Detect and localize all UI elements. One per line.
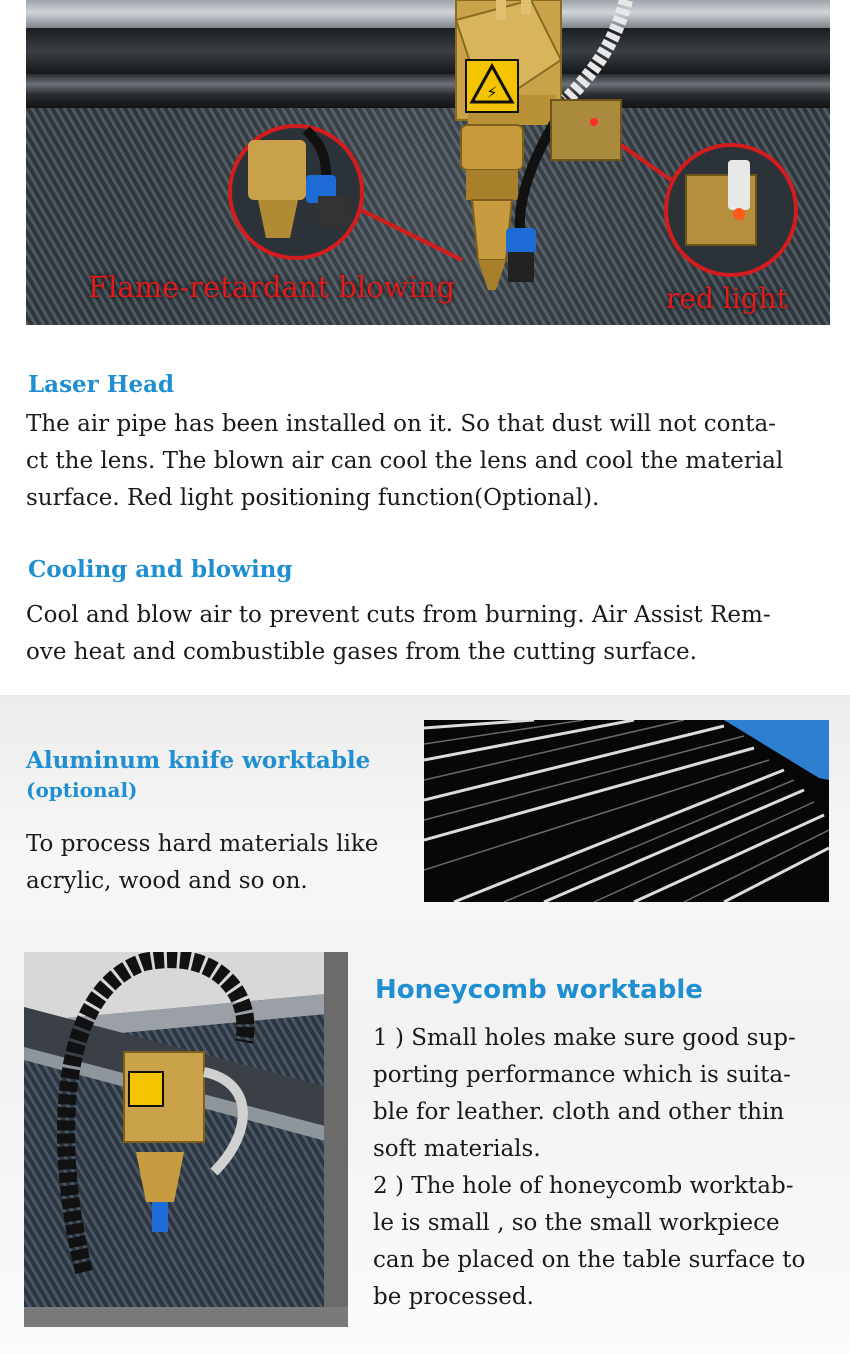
- laser-head-line: ct the lens. The blown air can cool the lens and cool the material: [26, 448, 784, 474]
- aluminum-subtitle: (optional): [26, 778, 138, 802]
- honeycomb-description: [373, 1020, 805, 1316]
- aluminum-line: acrylic, wood and so on.: [26, 868, 308, 894]
- label-flame-retardant-blowing: Flame-retardant blowing: [88, 270, 456, 304]
- laser-head-photo: [26, 0, 830, 325]
- honeycomb-photo: [24, 952, 348, 1327]
- laser-head-line: The air pipe has been installed on it. So that dust will not conta-: [26, 411, 777, 437]
- blade-illustration: [424, 720, 829, 902]
- honeycomb-line: soft materials.: [373, 1136, 541, 1162]
- honeycomb-line: be processed.: [373, 1284, 534, 1310]
- laser-head-title: Laser Head: [28, 371, 175, 398]
- blowing-zoom-circle: [230, 126, 362, 258]
- laser-head-line: surface. Red light positioning function(Optional).: [26, 485, 600, 511]
- red-light-zoom-circle: [666, 145, 796, 275]
- honeycomb-line: 2 ) The hole of honeycomb worktab-: [373, 1173, 794, 1199]
- aluminum-description: [26, 826, 378, 900]
- cooling-line: Cool and blow air to prevent cuts from burning. Air Assist Rem-: [26, 602, 771, 628]
- label-red-light: red light: [666, 282, 788, 315]
- aluminum-blade-photo: [424, 720, 829, 902]
- aluminum-line: To process hard materials like: [26, 831, 379, 857]
- laser-head-description: [26, 406, 783, 517]
- honeycomb-line: porting performance which is suita-: [373, 1062, 791, 1088]
- honeycomb-illustration: [24, 952, 348, 1327]
- aluminum-title: Aluminum knife worktable: [26, 747, 371, 774]
- honeycomb-line: le is small , so the small workpiece: [373, 1210, 780, 1236]
- cooling-title: Cooling and blowing: [28, 556, 293, 583]
- honeycomb-line: ble for leather. cloth and other thin: [373, 1099, 785, 1125]
- cooling-description: [26, 597, 771, 671]
- honeycomb-line: can be placed on the table surface to: [373, 1247, 806, 1273]
- cooling-line: ove heat and combustible gases from the cutting surface.: [26, 639, 697, 665]
- svg-text:⚡: ⚡: [486, 83, 498, 102]
- honeycomb-title: Honeycomb worktable: [375, 975, 703, 1005]
- honeycomb-line: 1 ) Small holes make sure good sup-: [373, 1025, 796, 1051]
